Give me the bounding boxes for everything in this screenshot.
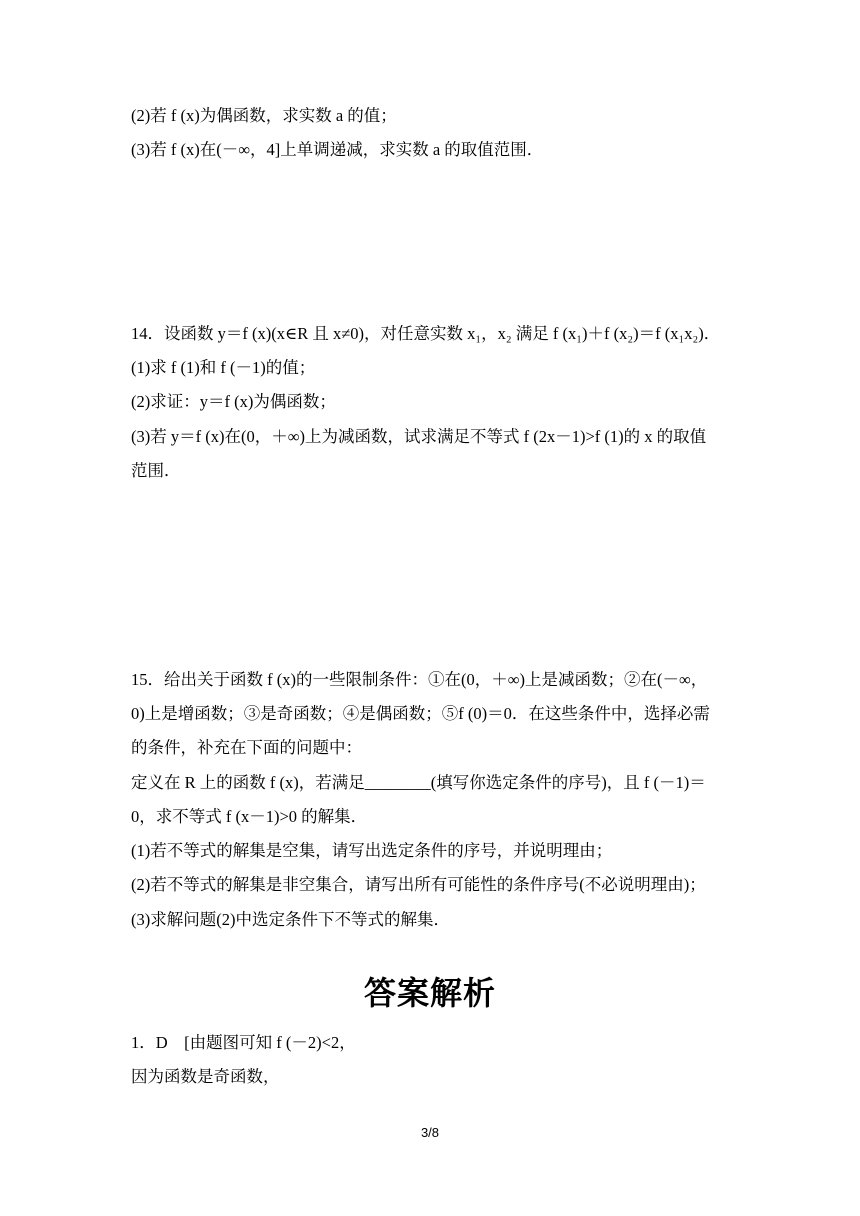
q15-problem-line2: 0，求不等式 f (x－1)>0 的解集． bbox=[131, 807, 368, 826]
q15-stem-line3: 的条件，补充在下面的问题中： bbox=[131, 738, 362, 757]
q15-part3: (3)求解问题(2)中选定条件下不等式的解集． bbox=[131, 910, 450, 929]
answer-1-line2: 因为函数是奇函数， bbox=[131, 1067, 280, 1086]
q15-stem-line1: 15．给出关于函数 f (x)的一些限制条件：①在(0，＋∞)上是减函数；②在(－∞， bbox=[131, 670, 708, 689]
q13-part3: (3)若 f (x)在(－∞，4]上单调递减，求实数 a 的取值范围． bbox=[131, 140, 544, 159]
q15-part1: (1)若不等式的解集是空集，请写出选定条件的序号，并说明理由； bbox=[131, 841, 613, 860]
answer-1-line1: 1．D [由题图可知 f (－2)<2， bbox=[131, 1033, 356, 1052]
q15-stem-line2: 0)上是增函数；③是奇函数；④是偶函数；⑤f (0)＝0．在这些条件中，选择必需 bbox=[131, 704, 710, 723]
q14-part2: (2)求证：y＝f (x)为偶函数； bbox=[131, 392, 336, 411]
q13-part2: (2)若 f (x)为偶函数，求实数 a 的值； bbox=[131, 106, 397, 125]
page-number: 3/8 bbox=[420, 1125, 440, 1140]
q14-part1: (1)求 f (1)和 f (－1)的值； bbox=[131, 358, 316, 377]
answer-section-title: 答案解析 bbox=[363, 974, 496, 1012]
q14-stem: 14．设函数 y＝f (x)(x∈R 且 x≠0)，对任意实数 x₁，x₂ 满足 f (x₁)＋f (x₂)＝f (x₁x₂)． bbox=[131, 324, 721, 343]
q14-part3-cont: 范围． bbox=[131, 461, 181, 480]
q15-problem-line1: 定义在 R 上的函数 f (x)，若满足________(填写你选定条件的序号)，且 f (－1)＝ bbox=[131, 773, 706, 792]
q14-part3: (3)若 y＝f (x)在(0，＋∞)上为减函数，试求满足不等式 f (2x－1)>f (1)的 x 的取值 bbox=[131, 427, 707, 446]
q15-part2: (2)若不等式的解集是非空集合，请写出所有可能性的条件序号(不必说明理由)； bbox=[131, 875, 706, 894]
